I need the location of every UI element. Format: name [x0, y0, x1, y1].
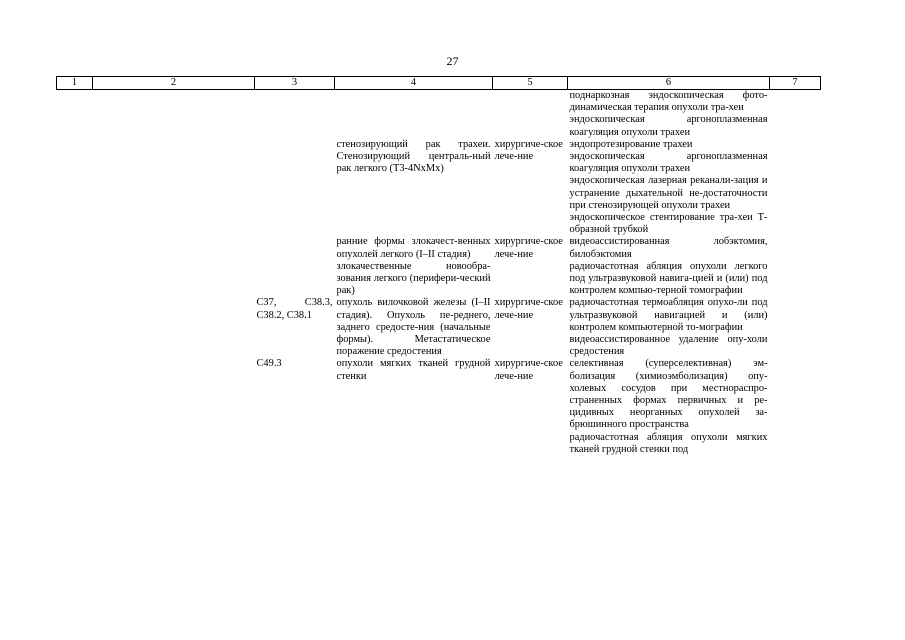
table-row	[57, 261, 821, 298]
table-cell-c5	[493, 261, 568, 298]
column-header: 2	[93, 77, 255, 90]
treatment-table	[56, 76, 821, 456]
cell-text: эндопротезирование трахеи	[569, 138, 693, 150]
table-cell-c6	[568, 236, 770, 260]
table-cell-c2	[93, 139, 255, 237]
table-cell-c6	[568, 139, 770, 237]
cell-text: стенозирующий рак трахеи. Стенозирующий централь-ный рак легкого (T3-4NxMx)	[336, 138, 491, 175]
table-cell-c3	[255, 297, 335, 358]
table-cell-c6	[568, 297, 770, 358]
column-header: 4	[335, 77, 493, 90]
table-cell-c1	[57, 358, 93, 456]
cell-text: опухоли мягких тканей грудной стенки	[336, 358, 491, 382]
table-cell-c5	[493, 139, 568, 237]
cell-text: C49.3	[256, 358, 282, 370]
table-cell-c5	[493, 236, 568, 260]
cell-text: видеоассистированное удаление опу-холи средостения	[569, 334, 768, 358]
cell-text: хирургиче-ское лече-ние	[494, 236, 563, 260]
table-cell-c4	[335, 90, 493, 139]
cell-text: радиочастотная термоабляция опухо-ли под ультразвуковой навигацией и (или) контролем компьютерной то-мографии	[569, 297, 768, 333]
cell-text: эндоскопическая лазерная реканали-зация и устранение дыхательной не-достаточности при стенозирующей опухоли трахеи	[569, 175, 768, 211]
cell-text: хирургиче-ское лече-ние	[494, 138, 563, 163]
table-cell-c2	[93, 90, 255, 139]
cell-text: C37, C38.3, C38.2, C38.1	[256, 297, 333, 321]
table-body	[57, 90, 821, 457]
table-cell-c5	[493, 358, 568, 456]
table-cell-c2	[93, 297, 255, 358]
table-cell-c7	[770, 90, 821, 139]
cell-text: опухоль вилочковой железы (I–II стадия). Опухоль пе-реднего, заднего средосте-ния (начальные формы). Метастатическое поражение средостения	[336, 297, 491, 358]
cell-text: эндоскопическая аргоноплазменная коагуляция опухоли трахеи	[569, 114, 768, 138]
table-cell-c4	[335, 297, 493, 358]
cell-text: хирургиче-ское лече-ние	[494, 358, 563, 382]
table-cell-c3	[255, 261, 335, 298]
column-number-row	[57, 77, 821, 90]
table-cell-c4	[335, 236, 493, 260]
table-row	[57, 358, 821, 456]
table-cell-c1	[57, 297, 93, 358]
table-cell-c3	[255, 358, 335, 456]
table-cell-c6	[568, 261, 770, 298]
table-cell-c6	[568, 90, 770, 139]
cell-text: поднаркозная эндоскопическая фото-динамическая терапия опухоли тра-хеи	[569, 90, 768, 114]
table-cell-c1	[57, 90, 93, 139]
cell-text: радиочастотная абляция опухоли мягких тканей грудной стенки под	[569, 431, 768, 455]
table-row	[57, 139, 821, 237]
cell-text: хирургиче-ское лече-ние	[494, 297, 563, 321]
table-cell-c7	[770, 236, 821, 260]
column-header: 6	[568, 77, 770, 90]
table-cell-c4	[335, 261, 493, 298]
table-cell-c4	[335, 139, 493, 237]
table-cell-c6	[568, 358, 770, 456]
column-header: 1	[57, 77, 93, 90]
table-cell-c1	[57, 261, 93, 298]
table-row	[57, 236, 821, 260]
cell-text: злокачественные новообра-зования легкого (перифери-ческий рак)	[336, 260, 491, 297]
cell-text: радиочастотная абляция опухоли легкого под ультразвуковой навига-цией и (или) под контролем компью-терной томографии	[569, 260, 768, 297]
table-cell-c1	[57, 139, 93, 237]
table-cell-c7	[770, 297, 821, 358]
column-header: 7	[770, 77, 821, 90]
table-cell-c2	[93, 261, 255, 298]
table-cell-c7	[770, 261, 821, 298]
table-cell-c4	[335, 358, 493, 456]
column-header: 5	[493, 77, 568, 90]
cell-text: эндоскопическое стентирование тра-хеи Т-образной трубкой	[569, 212, 768, 236]
table-cell-c7	[770, 358, 821, 456]
table-cell-c5	[493, 297, 568, 358]
page-number: 27	[446, 54, 459, 68]
table-cell-c5	[493, 90, 568, 139]
table-cell-c3	[255, 139, 335, 237]
table-cell-c3	[255, 236, 335, 260]
table-row	[57, 90, 821, 139]
cell-text: ранние формы злокачест-венных опухолей легкого (I–II стадия)	[336, 236, 491, 260]
table-cell-c2	[93, 358, 255, 456]
cell-text: селективная (суперселективная) эм-болизация (химиоэмболизация) опу-холевых сосудов при местнораспро-страненных формах первичных и ре-цидивных неорганных опухолей за-брюшинного пространства	[569, 358, 768, 431]
cell-text: видеоассистированная лобэктомия, билобэктомия	[569, 236, 768, 260]
table-cell-c1	[57, 236, 93, 260]
table-row	[57, 297, 821, 358]
table-cell-c2	[93, 236, 255, 260]
table-cell-c3	[255, 90, 335, 139]
table-cell-c7	[770, 139, 821, 237]
cell-text: эндоскопическая аргоноплазменная коагуляция опухоли трахеи	[569, 151, 768, 175]
column-header: 3	[255, 77, 335, 90]
